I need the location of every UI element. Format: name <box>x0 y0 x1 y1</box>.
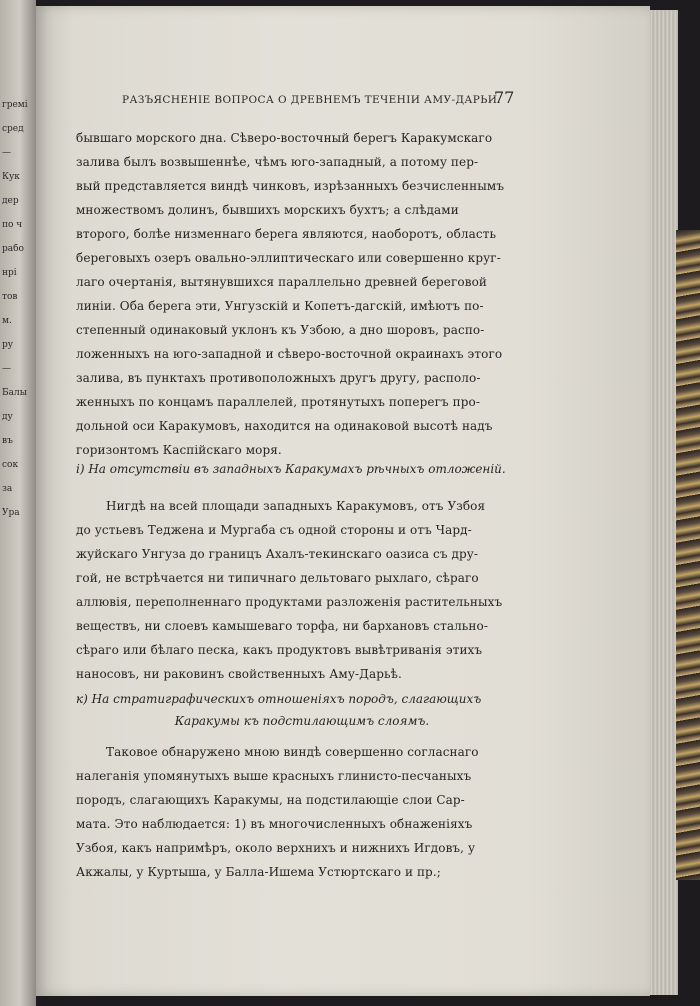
text-line: Нигдѣ на всей площади западныхъ Каракумовъ, отъ Узбоя <box>106 499 486 513</box>
left-page-fragment: въ <box>2 436 13 446</box>
section-k-heading-line-1: к) На стратиграфическихъ отношеніяхъ породъ, слагающихъ <box>76 692 482 706</box>
text-line: залива, въ пунктахъ противоположныхъ другъ другу, располо- <box>76 371 481 385</box>
left-page-fragment: сред <box>2 124 24 134</box>
text-line: жуйскаго Унгуза до границъ Ахалъ-текинскаго оазиса съ дру- <box>76 547 479 561</box>
section-k-paragraph <box>76 740 528 884</box>
left-page-fragment: рабо <box>2 244 24 254</box>
left-page-fragment: нрі <box>2 268 17 278</box>
section-i-heading: i) На отсутствіи въ западныхъ Каракумахъ рѣчныхъ отложеній. <box>76 462 506 476</box>
text-line: бывшаго морского дна. Сѣверо-восточный берегъ Каракумскаго <box>76 131 493 145</box>
page-number: 77 <box>494 88 515 107</box>
left-page-fragment: за <box>2 484 13 494</box>
left-page-fragment: ру <box>2 340 14 350</box>
left-page-fragment: тов <box>2 292 18 302</box>
text-line: дольной оси Каракумовъ, находится на одинаковой высотѣ надъ <box>76 419 493 433</box>
text-line: второго, болѣе низменнаго берега являются, наоборотъ, область <box>76 227 497 241</box>
text-line: залива былъ возвышеннѣе, чѣмъ юго-западный, а потому пер- <box>76 155 479 169</box>
text-line: множествомъ долинъ, бывшихъ морскихъ бухтъ; а слѣдами <box>76 203 459 217</box>
running-head: РАЗЪЯСНЕНІЕ ВОПРОСА О ДРЕВНЕМЪ ТЕЧЕНІИ АМУ-ДАРЬИ. <box>122 94 502 106</box>
paragraph-1 <box>76 126 528 462</box>
text-line: береговыхъ озеръ овально-эллиптическаго или совершенно круг- <box>76 251 501 265</box>
text-line: Узбоя, какъ напримѣръ, около верхнихъ и нижнихъ Игдовъ, у <box>76 841 476 855</box>
section-k <box>76 688 528 732</box>
left-page-fragment: Ура <box>2 508 20 518</box>
page-fore-edge <box>650 10 678 995</box>
section-i <box>76 458 528 480</box>
text-line: веществъ, ни слоевъ камышеваго торфа, ни бархановъ стально- <box>76 619 489 633</box>
left-page-fragment: сок <box>2 460 19 470</box>
text-line: горизонтомъ Каспійскаго моря. <box>76 443 282 457</box>
book-cover-edge <box>676 230 700 880</box>
left-page-fragment: ду <box>2 412 13 422</box>
left-page-fragment: по ч <box>2 220 23 230</box>
left-page-fragment: дер <box>2 196 19 206</box>
text-line: налеганія упомянутыхъ выше красныхъ глинисто-песчаныхъ <box>76 769 472 783</box>
left-page-fragment: Кук <box>2 172 20 182</box>
left-page-text-fragments <box>2 100 36 532</box>
text-line: породъ, слагающихъ Каракумы, на подстилающіе слои Сар- <box>76 793 465 807</box>
text-line: до устьевъ Теджена и Мургаба съ одной стороны и отъ Чард- <box>76 523 472 537</box>
left-page-edge <box>0 0 36 1006</box>
text-line: сѣраго или бѣлаго песка, какъ продуктовъ вывѣтриванія этихъ <box>76 643 483 657</box>
text-line: наносовъ, ни раковинъ свойственныхъ Аму-Дарьѣ. <box>76 667 402 681</box>
text-line: Таковое обнаружено мною виндѣ совершенно согласнаго <box>106 745 479 759</box>
section-i-paragraph <box>76 494 528 686</box>
text-line: вый представляется виндѣ чинковъ, изрѣзанныхъ безчисленнымъ <box>76 179 505 193</box>
text-line: ложенныхъ на юго-западной и сѣверо-восточной окраинахъ этого <box>76 347 503 361</box>
text-line: гой, не встрѣчается ни типичнаго дельтоваго рыхлаго, сѣраго <box>76 571 479 585</box>
left-page-fragment: гремі <box>2 100 28 110</box>
text-line: женныхъ по концамъ параллелей, протянутыхъ поперегъ про- <box>76 395 480 409</box>
section-k-heading-line-2: Каракумы къ подстилающимъ слоямъ. <box>174 714 430 728</box>
text-line: линіи. Оба берега эти, Унгузскій и Копетъ-дагскій, имѣютъ по- <box>76 299 484 313</box>
text-line: мата. Это наблюдается: 1) въ многочисленныхъ обнаженіяхъ <box>76 817 473 831</box>
left-page-fragment: — <box>2 148 11 158</box>
left-page-fragment: Балы <box>2 388 27 398</box>
left-page-fragment: — <box>2 364 11 374</box>
text-line: Акжалы, у Куртыша, у Балла-Ишема Устюртскаго и пр.; <box>76 865 441 879</box>
text-line: степенный одинаковый уклонъ къ Узбою, а дно шоровъ, распо- <box>76 323 485 337</box>
text-line: аллювія, переполненнаго продуктами разложенія растительныхъ <box>76 595 503 609</box>
text-line: лаго очертанія, вытянувшихся параллельно древней береговой <box>76 275 487 289</box>
left-page-fragment: м. <box>2 316 12 326</box>
